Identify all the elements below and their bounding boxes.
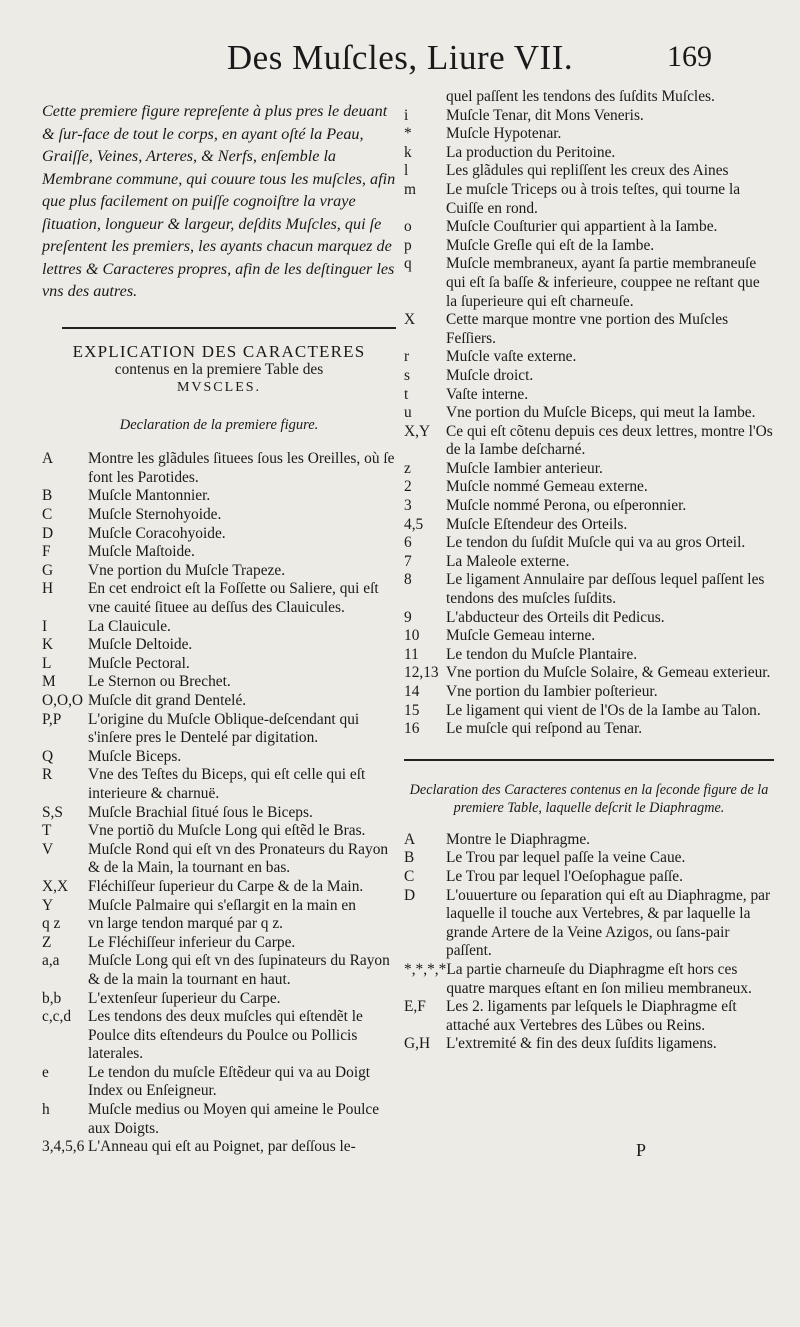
legend-text: Muſcle droict.	[446, 366, 534, 384]
legend-text: Vne portion du Iambier poſterieur.	[446, 683, 658, 700]
legend-text: Muſcle nommé Gemeau externe.	[446, 478, 648, 496]
legend-text: Muſcle Biceps.	[88, 747, 182, 765]
legend-key: l	[404, 162, 409, 180]
section-divider	[62, 327, 396, 329]
legend-key: C	[42, 506, 53, 524]
legend-text: Vne des Teſtes du Biceps, qui eſt celle qui eſt interieure & charnuë.	[88, 766, 366, 802]
legend-text: Muſcle Eſtendeur des Orteils.	[446, 515, 628, 533]
legend-text: Muſcle Long qui eſt vn des ſupinateurs du Rayon & de la main la tournant en haut.	[88, 952, 390, 988]
legend-key: S,S	[42, 803, 63, 821]
legend-entry	[404, 348, 774, 367]
legend-key: D	[404, 886, 416, 904]
legend-text: Les tendons des deux muſcles qui eſtendẽt le Poulce dits eſtendeurs du Poulce ou Pollicis laterales.	[88, 1008, 363, 1063]
legend-key: Z	[42, 933, 52, 951]
legend-key: Y	[42, 896, 54, 914]
legend-key: V	[42, 840, 54, 858]
legend-key: B	[42, 487, 53, 505]
legend-entry	[42, 673, 396, 692]
legend-text: Muſcle Pectoral.	[88, 654, 190, 672]
legend-key: 14	[404, 683, 420, 700]
legend-key: m	[404, 180, 416, 198]
intro-paragraph: Cette premiere figure repreſente à plus pres le deuant & ſur-face de tout le corps, en ayant oſté la Peau, Graiſſe, Veines, Arteres, & Nerfs, enſemble la Membrane commune, qui couure tous les muſcles, afin que plus facilement on puiſſe cognoiſtre la vraye ſituation, longueur & largeur, deſdits Muſcles, qui ſe preſentent les premiers, les ayants chacun marquez de lettres & Caracteres propres, afin de les deſtinguer les vns des autres.	[42, 102, 396, 300]
legend-key: Q	[42, 747, 54, 765]
legend-entry	[404, 553, 774, 572]
legend-key: *,*,*,*	[404, 960, 447, 978]
legend-list	[42, 450, 396, 1157]
legend-entry	[404, 961, 774, 998]
legend-entry	[42, 1008, 396, 1064]
legend-text: Montre les glãdules ſituees ſous les Oreilles, où ſe font les Parotides.	[88, 450, 395, 486]
legend-entry	[404, 181, 774, 218]
legend-key: 9	[404, 608, 412, 626]
legend-entry	[404, 516, 774, 535]
legend-text: La production du Peritoine.	[446, 143, 616, 161]
legend-list	[404, 107, 774, 739]
legend-key: i	[404, 106, 409, 124]
legend-key: G,H	[404, 1035, 431, 1053]
legend-key: r	[404, 348, 410, 366]
legend-entry	[42, 562, 396, 581]
legend-entry	[404, 571, 774, 608]
legend-text: Le muſcle qui reſpond au Tenar.	[446, 720, 643, 738]
legend-key: *	[404, 125, 412, 143]
legend-entry	[42, 487, 396, 506]
section-title: EXPLICATION DES CARACTERES	[72, 341, 366, 361]
legend-list	[404, 831, 774, 1054]
legend-entry	[404, 478, 774, 497]
legend-key: a,a	[42, 952, 60, 970]
legend-key: P,P	[42, 710, 62, 728]
legend-text: Muſcle Iambier anterieur.	[446, 459, 603, 477]
legend-text: Muſcle Maſtoide.	[88, 543, 195, 561]
catchword: P	[636, 1140, 647, 1160]
section-subtitle-2: MVSCLES.	[176, 380, 262, 396]
legend-text: Muſcle Deltoide.	[88, 636, 193, 654]
legend-entry	[404, 609, 774, 628]
legend-entry	[42, 692, 396, 711]
legend-text: Le Sternon ou Brechet.	[88, 673, 231, 691]
legend-entry	[42, 711, 396, 748]
legend-text: Le Trou par lequel paſſe la veine Caue.	[446, 849, 686, 867]
legend-entry	[42, 878, 396, 897]
legend-key: b,b	[42, 989, 62, 1007]
legend-entry	[42, 450, 396, 487]
legend-text: Muſcle Brachial ſitué ſous le Biceps.	[88, 803, 313, 821]
legend-text: Vne portion du Muſcle Biceps, qui meut la Iambe.	[446, 404, 756, 422]
legend-entry	[404, 237, 774, 256]
legend-text: Ce qui eſt cõtenu depuis ces deux lettres, montre l'Os de la Iambe deſcharné.	[446, 422, 773, 459]
legend-key: 11	[404, 645, 419, 663]
legend-text: Muſcle Coracohyoide.	[88, 524, 226, 542]
legend-text: L'ouuerture ou ſeparation qui eſt au Diaphragme, par laquelle il touche aux Vertebres, & par laquelle la grande Artere de la Veine Azigos, ou ſans-pair paſſent.	[446, 886, 771, 960]
legend-entry	[404, 255, 774, 311]
legend-text: Muſcle Mantonnier.	[88, 487, 211, 505]
legend-key: I	[42, 617, 48, 635]
legend-entry	[42, 748, 396, 767]
legend-entry	[42, 1138, 396, 1157]
legend-entry	[404, 849, 774, 868]
legend-entry	[42, 822, 396, 841]
legend-key: 3	[404, 497, 412, 515]
legend-key: e	[42, 1063, 49, 1081]
legend-text: Vne portion du Muſcle Trapeze.	[88, 561, 286, 579]
legend-text: Les glãdules qui repliſſent les creux des Aines	[446, 162, 729, 180]
legend-key: 2	[404, 478, 412, 496]
right-column	[404, 88, 774, 1054]
legend-text: Muſcle medius ou Moyen qui ameine le Poulce aux Doigts.	[88, 1101, 380, 1137]
legend-text: Vaſte interne.	[446, 385, 529, 403]
legend-key: D	[42, 524, 54, 542]
legend-key: L	[42, 654, 52, 672]
legend-key: o	[404, 218, 412, 236]
legend-text: En cet endroict eſt la Foſſette ou Saliere, qui eſt vne cauité ſituee au deſſus des Clauicules.	[88, 580, 379, 617]
legend-key: 6	[404, 534, 412, 552]
legend-entry	[42, 952, 396, 989]
legend-entry	[42, 618, 396, 637]
legend-entry	[42, 990, 396, 1009]
section-divider	[404, 759, 774, 761]
legend-entry	[42, 766, 396, 803]
legend-entry	[42, 506, 396, 525]
legend-entry	[42, 543, 396, 562]
legend-entry	[404, 887, 774, 961]
legend-key: O,O,O	[42, 692, 84, 709]
legend-entry	[404, 497, 774, 516]
legend-entry	[404, 720, 774, 739]
legend-entry	[42, 1064, 396, 1101]
legend-key: R	[42, 766, 53, 784]
legend-text: Muſcle vaſte externe.	[446, 348, 577, 366]
legend-key: X	[404, 311, 416, 329]
legend-entry	[404, 386, 774, 405]
legend-entry	[404, 404, 774, 423]
legend-text: Le ligament Annulaire par deſſous lequel paſſent les tendons des muſcles ſuſdits.	[446, 571, 765, 608]
legend-text: Muſcle Gemeau interne.	[446, 627, 596, 645]
legend-key: 8	[404, 571, 412, 589]
legend-key: 15	[404, 701, 420, 719]
legend-key: 7	[404, 552, 412, 570]
running-title: Des Muſcles, Liure VII.	[226, 38, 574, 77]
legend-text: La Maleole externe.	[446, 552, 570, 570]
legend-entry	[42, 897, 396, 916]
legend-key: 12,13	[404, 664, 439, 682]
page-number: 169	[667, 40, 712, 73]
legend-text: Muſcle membraneux, ayant ſa partie membraneuſe qui eſt ſa baſſe & inferieure, couppee ne reſtant que la ſuperieure qui eſt charneuſe.	[446, 255, 760, 310]
legend-text: Fléchiſſeur ſuperieur du Carpe & de la Main.	[88, 877, 364, 895]
legend-text: vn large tendon marqué par q z.	[88, 915, 284, 933]
legend-text: Le tendon du Muſcle Plantaire.	[446, 645, 638, 663]
left-column	[42, 100, 396, 1157]
legend-text: Muſcle Palmaire qui s'eſlargit en la main en	[88, 896, 356, 914]
legend-entry	[42, 1101, 396, 1138]
legend-text: Le muſcle Triceps ou à trois teſtes, qui tourne la Cuiſſe en rond.	[446, 180, 741, 217]
legend-text: Muſcle nommé Perona, ou eſperonnier.	[446, 497, 687, 515]
legend-key: z	[404, 459, 411, 477]
legend-entry	[404, 868, 774, 887]
legend-key: A	[42, 450, 54, 468]
legend-entry	[404, 107, 774, 126]
legend-text: La partie charneuſe du Diaphragme eſt hors ces quatre marques eſtant en ſon milieu membraneux.	[446, 960, 752, 997]
legend-key: C	[404, 867, 415, 885]
legend-text: Montre le Diaphragme.	[446, 830, 591, 848]
legend-key: G	[42, 561, 54, 579]
legend-key: K	[42, 636, 54, 654]
legend-text: Muſcle Hypotenar.	[446, 125, 562, 143]
legend-key: k	[404, 143, 412, 161]
legend-entry	[404, 144, 774, 163]
legend-text: L'abducteur des Orteils dit Pedicus.	[446, 608, 665, 626]
legend-entry	[404, 1035, 774, 1054]
legend-key: H	[42, 580, 54, 598]
section-heading: Declaration des Caracteres contenus en la ſeconde figure de la premiere Table, laquelle deſcrit le Diaphragme.	[409, 781, 769, 816]
legend-entry	[404, 311, 774, 348]
legend-text: Muſcle Greſle qui eſt de la Iambe.	[446, 236, 655, 254]
legend-entry	[404, 367, 774, 386]
legend-text: Le Fléchiſſeur inferieur du Carpe.	[88, 933, 296, 951]
legend-entry	[42, 655, 396, 674]
legend-entry	[42, 934, 396, 953]
legend-entry	[42, 915, 396, 934]
legend-entry	[404, 664, 774, 683]
legend-entry	[404, 218, 774, 237]
legend-key: t	[404, 385, 409, 403]
legend-text: L'extremité & fin des deux ſuſdits ligamens.	[446, 1035, 717, 1053]
legend-key: 4,5	[404, 515, 424, 533]
legend-entry	[42, 636, 396, 655]
legend-key: E,F	[404, 998, 426, 1016]
legend-key: T	[42, 822, 52, 840]
legend-key: h	[42, 1101, 50, 1119]
legend-key: B	[404, 849, 415, 867]
legend-key: F	[42, 543, 51, 561]
legend-entry	[404, 162, 774, 181]
legend-entry	[404, 702, 774, 721]
legend-entry	[404, 534, 774, 553]
legend-entry	[42, 580, 396, 617]
continuation-line: quel paſſent les tendons des ſuſdits Muſcles.	[446, 88, 715, 105]
legend-entry	[404, 683, 774, 702]
legend-entry	[42, 804, 396, 823]
legend-text: Vne portion du Muſcle Solaire, & Gemeau exterieur.	[446, 664, 771, 682]
legend-text: La Clauicule.	[88, 617, 171, 635]
legend-key: A	[404, 830, 416, 848]
legend-key: X,Y	[404, 422, 431, 440]
legend-entry	[404, 831, 774, 850]
legend-entry	[404, 125, 774, 144]
legend-text: Le Trou par lequel l'Oeſophague paſſe.	[446, 867, 683, 885]
legend-entry	[404, 423, 774, 460]
legend-entry	[404, 998, 774, 1035]
legend-text: Cette marque montre vne portion des Muſcles Feſſiers.	[446, 311, 729, 347]
legend-key: q z	[42, 915, 61, 933]
legend-key: q	[404, 255, 412, 273]
legend-key: 16	[404, 720, 420, 738]
legend-key: s	[404, 366, 410, 384]
legend-key: X,X	[42, 877, 69, 895]
legend-entry	[42, 841, 396, 878]
legend-text: Muſcle Rond qui eſt vn des Pronateurs du Rayon & de la Main, la tournant en bas.	[88, 840, 389, 877]
legend-text: Muſcle Sternohyoide.	[88, 506, 222, 524]
legend-key: 10	[404, 627, 420, 645]
legend-text: L'Anneau qui eſt au Poignet, par deſſous le-	[88, 1138, 356, 1156]
legend-entry	[42, 525, 396, 544]
legend-text: Muſcle Couſturier qui appartient à la Iambe.	[446, 218, 718, 236]
legend-entry	[404, 627, 774, 646]
legend-key: 3,4,5,6	[42, 1138, 85, 1156]
legend-text: Muſcle dit grand Dentelé.	[88, 692, 247, 709]
legend-text: Muſcle Tenar, dit Mons Veneris.	[446, 106, 644, 124]
legend-text: Le tendon du muſcle Eſtẽdeur qui va au Doigt Index ou Enſeigneur.	[88, 1063, 371, 1100]
legend-text: Vne portiõ du Muſcle Long qui eſtẽd le Bras.	[88, 822, 366, 840]
section-heading: Declaration de la premiere figure.	[119, 416, 319, 433]
legend-entry	[404, 646, 774, 665]
legend-key: c,c,d	[42, 1008, 72, 1026]
legend-text: Le ligament qui vient de l'Os de la Iambe au Talon.	[446, 701, 761, 719]
legend-text: Les 2. ligaments par leſquels le Diaphragme eſt attaché aux Vertebres des Lũbes ou Reins.	[446, 998, 737, 1034]
legend-entry	[404, 460, 774, 479]
legend-text: Le tendon du ſuſdit Muſcle qui va au gros Orteil.	[446, 534, 746, 552]
legend-text: L'origine du Muſcle Oblique-deſcendant qui s'inſere pres le Dentelé par digitation.	[88, 710, 360, 747]
section-subtitle: contenus en la premiere Table des	[114, 361, 324, 379]
legend-key: p	[404, 236, 412, 254]
legend-text: L'extenſeur ſuperieur du Carpe.	[88, 989, 281, 1007]
legend-key: u	[404, 404, 412, 422]
legend-key: M	[42, 673, 56, 691]
